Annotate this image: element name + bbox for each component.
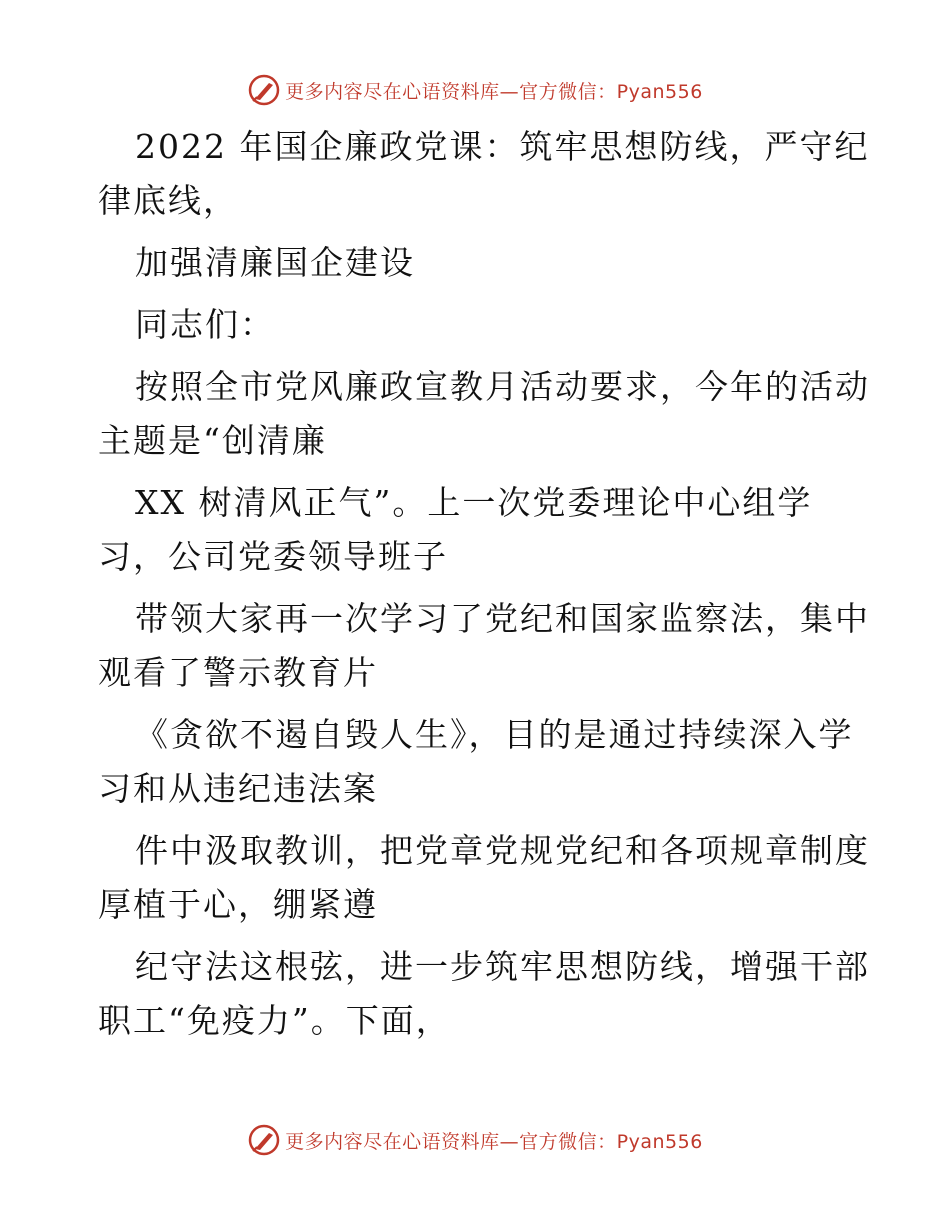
watermark-contact: —官方微信：Pyan556	[499, 80, 703, 103]
text-line: 主题是“创清廉	[98, 421, 327, 460]
watermark-header	[0, 70, 950, 110]
watermark-text: 更多内容尽在心语资料库	[285, 1130, 500, 1153]
text-line: 律底线，	[98, 181, 238, 220]
text-line: 带领大家再一次学习了党纪和国家监察法，集中	[135, 599, 870, 638]
paragraph	[98, 360, 870, 468]
quill-logo-icon	[247, 73, 281, 107]
text-line: 同志们：	[135, 305, 275, 344]
watermark-contact: —官方微信：Pyan556	[499, 1130, 703, 1153]
paragraph	[98, 298, 858, 352]
text-line: 加强清廉国企建设	[135, 243, 415, 282]
text-line: 《贪欲不遏自毁人生》，目的是通过持续深入学	[135, 715, 854, 754]
paragraph	[98, 824, 870, 932]
paragraph	[98, 940, 870, 1048]
text-line: 观看了警示教育片	[98, 653, 378, 692]
paragraph	[98, 708, 858, 816]
paragraph	[98, 120, 870, 228]
document-body	[98, 120, 870, 1048]
text-line: 习，公司党委领导班子	[98, 537, 448, 576]
text-line: 习和从违纪违法案	[98, 769, 378, 808]
watermark-text: 更多内容尽在心语资料库	[285, 80, 500, 103]
text-line: 2022 年国企廉政党课：筑牢思想防线，严守纪	[135, 127, 870, 166]
text-line: 职工“免疫力”。下面，	[98, 1001, 451, 1040]
paragraph	[98, 236, 858, 290]
text-line: 按照全市党风廉政宣教月活动要求，今年的活动	[135, 367, 870, 406]
paragraph	[98, 592, 870, 700]
text-line: 件中汲取教训，把党章党规党纪和各项规章制度	[135, 831, 870, 870]
watermark-footer	[0, 1120, 950, 1160]
text-line: 纪守法这根弦，进一步筑牢思想防线，增强干部	[135, 947, 870, 986]
quill-logo-icon	[247, 1123, 281, 1157]
paragraph	[98, 476, 858, 584]
text-line: 厚植于心，绷紧遵	[98, 885, 378, 924]
text-line: XX 树清风正气”。上一次党委理论中心组学	[135, 483, 813, 522]
